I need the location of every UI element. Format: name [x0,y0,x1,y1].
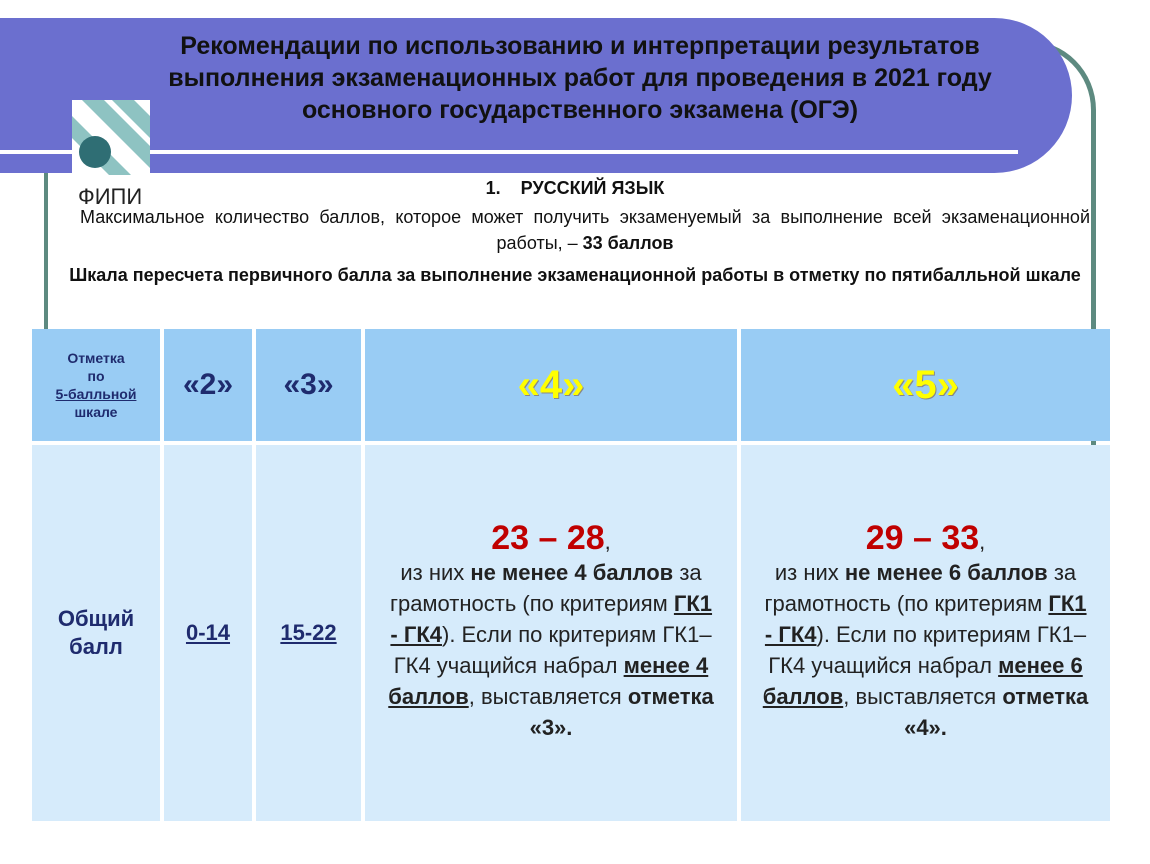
grade-4-text-3: ). Если по критериям ГК1–ГК4 учащийся набрал [393,622,712,678]
title-line-3: основного государственного экзамена (ОГЭ) [301,96,859,124]
grade-4-min-points: не менее 4 баллов [470,560,674,585]
fipi-logo-icon [72,100,150,175]
grade-2-range: 0-14 [185,620,231,645]
grade-5-description-cell [741,445,1110,821]
grade-4-header: «4» [365,329,737,441]
max-score-text [80,204,1090,256]
grade-4-comma: , [604,529,611,554]
title-line-2: выполнения экзаменационных работ для проведения в 2021 году [168,64,992,92]
grade-5-result-mark: отметка «4». [904,684,1089,740]
grade-5-text-2: за грамотность (по критериям [764,560,1077,616]
page-title [100,30,1060,126]
grade-4-criteria: ГК1 - ГК4 [390,591,713,647]
scale-title: Шкала пересчета первичного балла за выполнение экзаменационной работы в отметку по пятибалльной шкале [69,265,1081,285]
table-row-total-score [32,445,1110,821]
row-label-line-2: балл [69,634,123,659]
grade-4-less-points: менее 4 баллов [388,653,709,709]
grade-4-score-range: 23 – 28 [491,519,605,557]
header-label-line-2: по [87,368,105,384]
max-score-value: 33 баллов [582,233,674,253]
header-label-line-1: Отметка [67,350,125,366]
grade-4-result-mark: отметка «3». [529,684,714,740]
grade-4-text-1: из них [400,560,471,585]
header-label-cell [32,329,160,441]
header-label-line-3: 5-балльной [55,386,137,402]
grade-5-header: «5» [741,329,1110,441]
grade-5-text-1: из них [774,560,845,585]
grade-5-comma: , [979,529,986,554]
grade-3-range-cell [256,445,361,821]
grade-5-text-4: , выставляется [843,684,1003,709]
grade-5-min-points: не менее 6 баллов [844,560,1048,585]
header-label-line-4: шкале [74,404,118,420]
grade-3-header: «3» [256,329,361,441]
header-divider [0,150,1018,154]
grade-5-text-3: ). Если по критериям ГК1–ГК4 учащийся набрал [768,622,1087,678]
max-score-description: Максимальное количество баллов, которое может получить экзаменуемый за выполнение всей экзаменационной работы, – [80,207,1090,253]
grade-3-range: 15-22 [280,620,337,645]
title-line-1: Рекомендации по использованию и интерпретации результатов [180,32,980,60]
grade-5-less-points: менее 6 баллов [762,653,1083,709]
grade-4-description-cell [365,445,737,821]
row-label-cell [32,445,160,821]
logo-text: ФИПИ [78,184,143,209]
row-label-line-1: Общий [57,606,135,631]
grade-5-criteria: ГК1 - ГК4 [764,591,1087,647]
grade-4-text-2: за грамотность (по критериям [389,560,702,616]
grade-4-text-4: , выставляется [468,684,628,709]
grades-table [28,325,1114,825]
table-header-row [32,329,1110,441]
grade-2-range-cell [164,445,252,821]
grade-5-score-range: 29 – 33 [865,519,980,557]
grade-2-header: «2» [164,329,252,441]
subject-heading: 1. РУССКИЙ ЯЗЫК [485,178,665,198]
